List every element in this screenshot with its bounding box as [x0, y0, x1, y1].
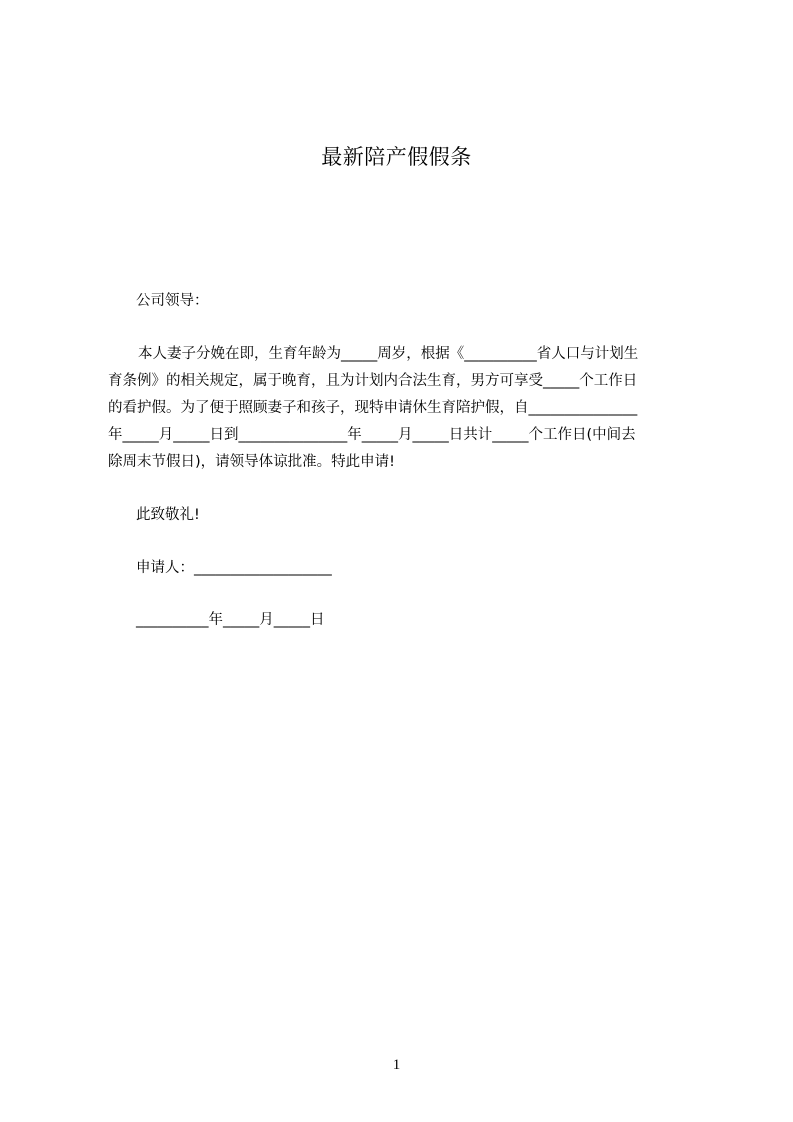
date-line: __________年_____月_____日	[136, 612, 325, 628]
body-line: 年_____月_____日到_______________年_____月_____日共计_____个工作日(中间去	[108, 427, 636, 443]
page-number: 1	[392, 1057, 401, 1073]
body-line: 育条例》的相关规定，属于晚育，且为计划内合法生育，男方可享受_____个工作日	[108, 373, 638, 389]
page-title: 最新陪产假假条	[321, 145, 472, 169]
body-line: 除周末节假日)，请领导体谅批准。特此申请!	[108, 454, 395, 470]
body-line: 的看护假。为了便于照顾妻子和孩子，现特申请休生育陪护假，自_______________	[108, 400, 638, 416]
salutation: 公司领导：	[136, 293, 209, 309]
closing: 此致敬礼!	[136, 507, 200, 523]
applicant-signature-line: 申请人：___________________	[136, 560, 332, 576]
body-line: 本人妻子分娩在即，生育年龄为_____周岁，根据《__________省人口与计划生	[138, 346, 639, 362]
